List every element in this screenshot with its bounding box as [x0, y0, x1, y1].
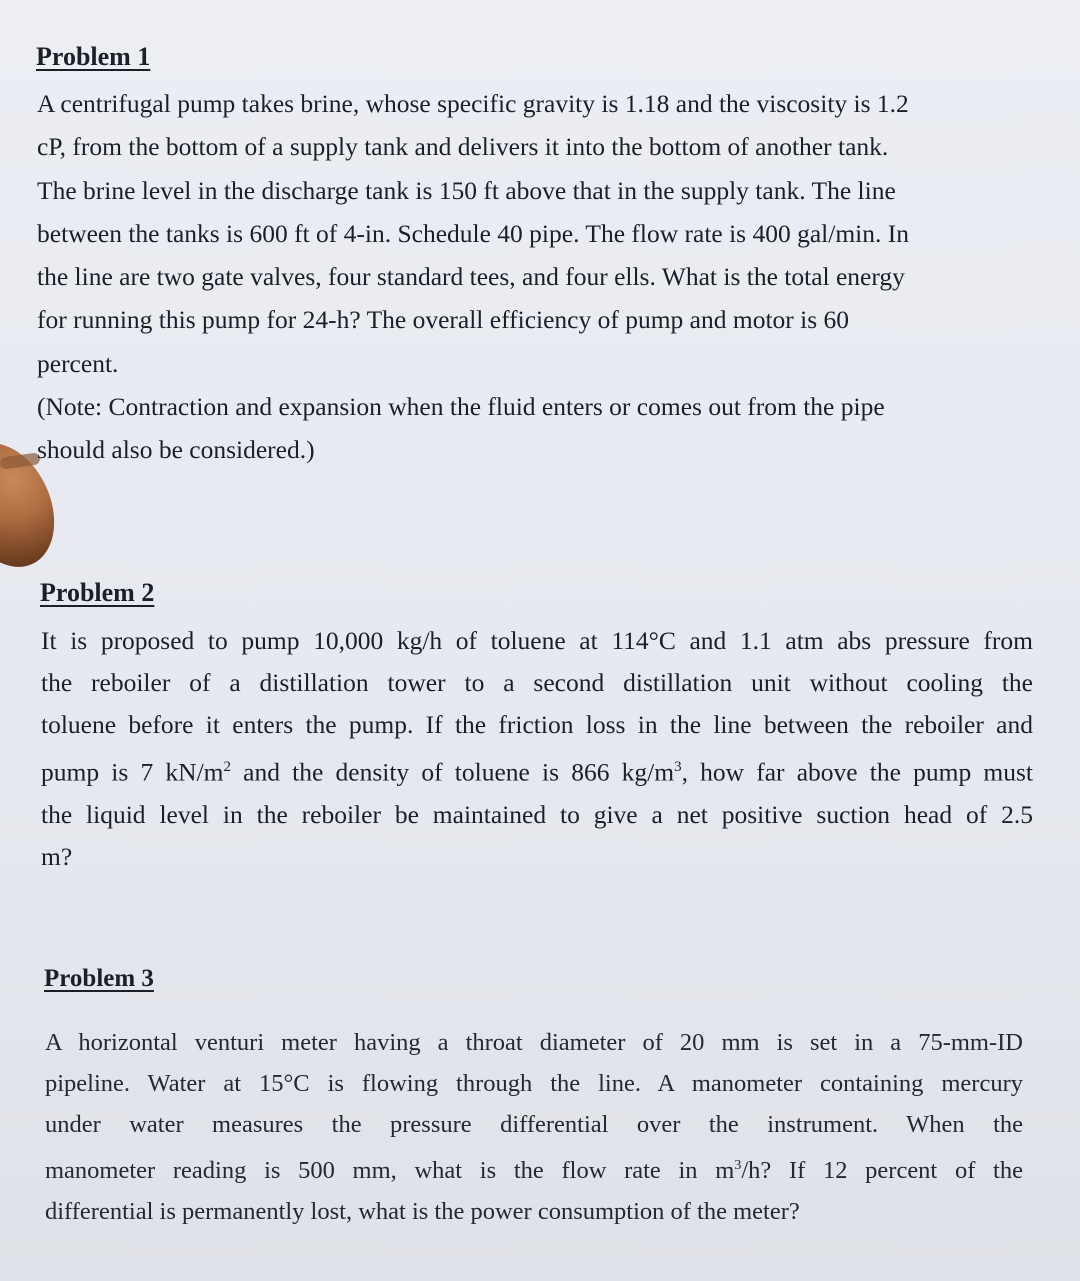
problem-2-line: the liquid level in the reboiler be maintained to give a net positive suction head of 2.5: [41, 799, 1033, 829]
problem-1-line: cP, from the bottom of a supply tank and delivers it into the bottom of another tank.: [37, 132, 889, 162]
text-fragment: /h? If 12 percent of the: [741, 1157, 1023, 1185]
problem-1-line: for running this pump for 24-h? The overall efficiency of pump and motor is 60: [37, 305, 850, 335]
problem-2-line: toluene before it enters the pump. If the friction loss in the line between the reboiler and: [41, 710, 1033, 739]
problem-3-line: A horizontal venturi meter having a throat diameter of 20 mm is set in a 75-mm-ID: [45, 1029, 1023, 1056]
problem-2-line: the reboiler of a distillation tower to a second distillation unit without cooling the: [41, 668, 1033, 697]
problem-3-heading: Problem 3: [44, 965, 154, 992]
problem-1-body: [37, 82, 1035, 472]
text-fragment: , how far above the pump must: [681, 757, 1033, 787]
problem-3-line: [45, 1145, 1023, 1191]
superscript: 3: [674, 759, 682, 775]
text-fragment: manometer reading is 500 mm, what is the flow rate in m: [45, 1157, 735, 1185]
problem-3-line: under water measures the pressure differential over the instrument. When the: [45, 1111, 1023, 1138]
superscript: 2: [223, 759, 231, 775]
problem-2-line: It is proposed to pump 10,000 kg/h of toluene at 114°C and 1.1 atm abs pressure from: [41, 626, 1033, 655]
problem-1-line: percent.: [37, 348, 119, 378]
superscript: 3: [734, 1158, 742, 1173]
problem-2-heading: Problem 2: [40, 578, 155, 607]
problem-1-line: A centrifugal pump takes brine, whose specific gravity is 1.18 and the viscosity is 1.2: [37, 89, 909, 118]
text-fragment: pump is 7 kN/m: [41, 757, 224, 787]
problem-1-note-line: should also be considered.): [37, 435, 315, 465]
problem-2-body: [41, 620, 1033, 878]
text-fragment: and the density of toluene is 866 kg/m: [230, 757, 675, 787]
problem-3-line: differential is permanently lost, what is the power consumption of the meter?: [45, 1198, 800, 1226]
problem-3-body: [45, 1022, 1023, 1232]
problem-2-line: [41, 746, 1033, 794]
problem-1-line: the line are two gate valves, four standard tees, and four ells. What is the total energy: [37, 262, 905, 292]
problem-1-line: between the tanks is 600 ft of 4-in. Schedule 40 pipe. The flow rate is 400 gal/min. In: [37, 218, 910, 248]
problem-1-note-line: (Note: Contraction and expansion when the fluid enters or comes out from the pipe: [37, 392, 885, 422]
problem-3-line: pipeline. Water at 15°C is flowing through the line. A manometer containing mercury: [45, 1070, 1023, 1097]
problem-1-heading: Problem 1: [36, 42, 151, 71]
problem-1-line: The brine level in the discharge tank is 150 ft above that in the supply tank. The line: [37, 175, 896, 205]
problem-2-line: m?: [41, 841, 73, 871]
